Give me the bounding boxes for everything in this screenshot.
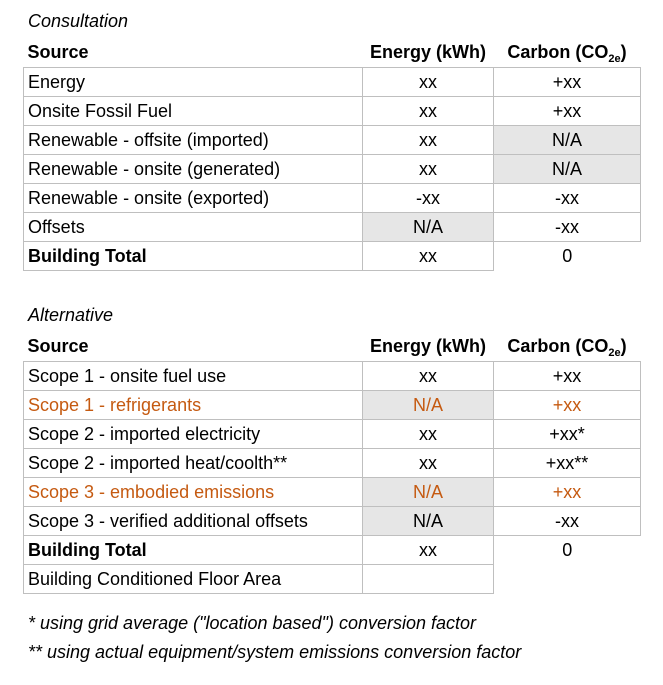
table-row — [24, 391, 641, 420]
consultation-table — [23, 37, 641, 271]
row-label: Onsite Fossil Fuel — [24, 97, 363, 126]
footnote-1: * using grid average ("location based") conversion factor — [28, 613, 477, 633]
alternative-caption: Alternative — [28, 305, 114, 325]
energy-cell: N/A — [363, 213, 494, 242]
total-row — [24, 536, 641, 565]
carbon-cell: N/A — [494, 155, 641, 184]
energy-cell: xx — [363, 362, 494, 391]
header-source: Source — [27, 335, 89, 356]
floor-area-blank — [494, 565, 641, 594]
carbon-cell: -xx — [494, 184, 641, 213]
row-label: Scope 1 - refrigerants — [24, 391, 363, 420]
carbon-cell: +xx — [494, 68, 641, 97]
row-label: Scope 1 - onsite fuel use — [24, 362, 363, 391]
energy-cell: xx — [363, 68, 494, 97]
carbon-cell: -xx — [494, 507, 641, 536]
row-label: Renewable - offsite (imported) — [24, 126, 363, 155]
row-label: Scope 2 - imported electricity — [24, 420, 363, 449]
carbon-cell: +xx — [494, 97, 641, 126]
table-header-row — [24, 331, 641, 362]
total-row — [24, 242, 641, 271]
energy-cell: N/A — [363, 391, 494, 420]
energy-cell: xx — [363, 97, 494, 126]
table-row — [24, 213, 641, 242]
table-row — [24, 68, 641, 97]
table-row — [24, 420, 641, 449]
header-source: Source — [27, 41, 89, 62]
floor-area-row — [24, 565, 641, 594]
footnote-2: ** using actual equipment/system emissions conversion factor — [28, 642, 522, 662]
total-carbon: 0 — [494, 536, 641, 565]
carbon-cell: N/A — [494, 126, 641, 155]
total-carbon: 0 — [494, 242, 641, 271]
table-row — [24, 97, 641, 126]
header-carbon: Carbon $(CO_{2e})$ — [507, 41, 627, 65]
energy-cell: N/A — [363, 507, 494, 536]
energy-cell: -xx — [363, 184, 494, 213]
header-energy: Energy (kWh) — [369, 41, 486, 62]
table-row — [24, 126, 641, 155]
energy-cell: xx — [363, 155, 494, 184]
table-header-row — [24, 37, 641, 68]
row-label: Scope 3 - verified additional offsets — [24, 507, 363, 536]
row-label: Scope 2 - imported heat/coolth** — [24, 449, 363, 478]
carbon-cell: -xx — [494, 213, 641, 242]
row-label: Offsets — [24, 213, 363, 242]
row-label: Renewable - onsite (generated) — [24, 155, 363, 184]
carbon-cell: +xx — [494, 391, 641, 420]
consultation-caption: Consultation — [28, 11, 129, 31]
carbon-cell: +xx* — [494, 420, 641, 449]
carbon-cell: +xx — [494, 478, 641, 507]
header-energy: Energy (kWh) — [369, 335, 486, 356]
table-row — [24, 155, 641, 184]
alternative-table — [23, 331, 641, 594]
header-carbon: Carbon $(CO_{2e})$ — [507, 335, 627, 359]
energy-cell: xx — [363, 449, 494, 478]
energy-cell: xx — [363, 126, 494, 155]
row-label: Renewable - onsite (exported) — [24, 184, 363, 213]
table-row — [24, 362, 641, 391]
total-label: Building Total — [24, 536, 363, 565]
energy-cell: N/A — [363, 478, 494, 507]
carbon-cell: +xx** — [494, 449, 641, 478]
row-label: Scope 3 - embodied emissions — [24, 478, 363, 507]
total-energy: xx — [363, 242, 494, 271]
table-row — [24, 184, 641, 213]
table-row — [24, 507, 641, 536]
table-row — [24, 449, 641, 478]
floor-area-value — [363, 565, 494, 594]
total-energy: xx — [363, 536, 494, 565]
total-label: Building Total — [24, 242, 363, 271]
row-label: Energy — [24, 68, 363, 97]
energy-cell: xx — [363, 420, 494, 449]
carbon-cell: +xx — [494, 362, 641, 391]
table-row — [24, 478, 641, 507]
floor-area-label: Building Conditioned Floor Area — [24, 565, 363, 594]
